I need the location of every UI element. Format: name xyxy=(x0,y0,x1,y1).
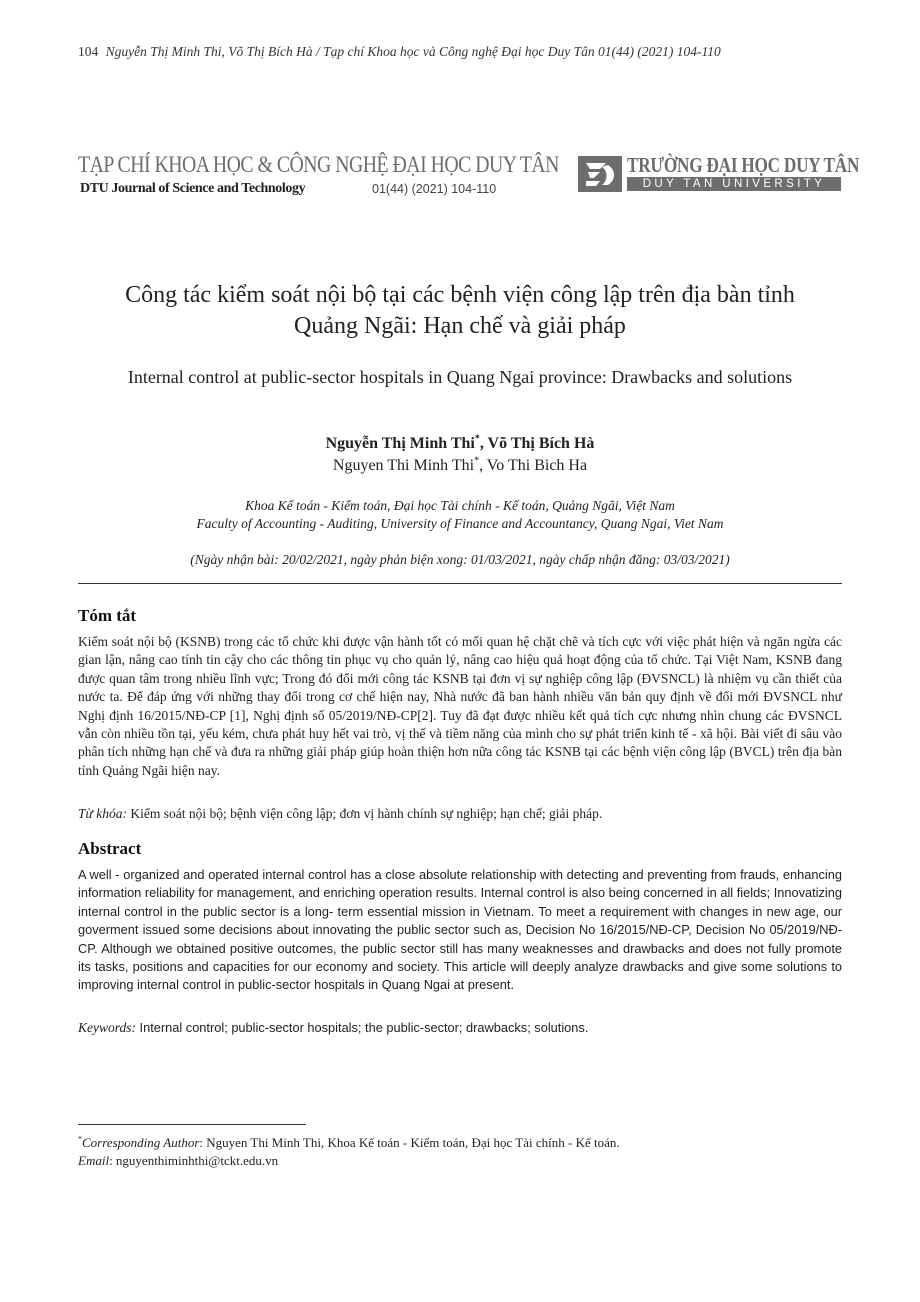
university-name-en: DUY TAN UNIVERSITY xyxy=(627,177,841,191)
citation-line: Nguyễn Thị Minh Thi, Võ Thị Bích Hà / Tạp chí Khoa học và Công nghệ Đại học Duy Tân 01(44) (2021) 104-110 xyxy=(105,44,721,59)
tom-tat-body: Kiểm soát nội bộ (KSNB) trong các tổ chức khi được vận hành tốt có mối quan hệ chặt chẽ và tích cực với việc phát hiện và ngăn ngừa các gian lận, nâng cao tính tin cậy cho các thông tin phục vụ cho quản lý, nâng cao hiệu quả hoạt động của tổ chức. Tại Việt Nam, KSNB đang được quan tâm trong nhiều lĩnh vực; Trong đó đổi mới công tác KSNB tại đơn vị sự nghiệp công lập (ĐVSNCL) là nhiệm vụ cần thiết của nước ta. Để đáp ứng với những thay đổi trong cơ chế hiện nay, Nhà nước đã ban hành nhiều văn bản quy định về đổi mới ĐVSNCL như Nghị định 16/2015/NĐ-CP [1], Nghị định số 05/2019/NĐ-CP[2]. Tuy đã đạt được nhiều kết quả tích cực nhưng nhìn chung các ĐVSNCL vẫn còn nhiều tồn tại, yếu kém, chưa phát huy hết vai trò, vị thế và tiềm năng của mình cho sự phát triển kinh tế - xã hội. Bài viết đi sâu vào phân tích những hạn chế và đưa ra những giải pháp giúp hoàn thiện hơn nữa công tác KSNB tại các bệnh viện công lập (BVCL) trên địa bàn tỉnh Quảng Ngãi hiện nay. xyxy=(78,634,842,778)
author-1-en: Nguyen Thi Minh Thi xyxy=(332,457,475,474)
affiliations xyxy=(0,497,920,533)
submission-dates: (Ngày nhận bài: 20/02/2021, ngày phản biện xong: 01/03/2021, ngày chấp nhận đăng: 03/03/2021) xyxy=(190,552,730,567)
journal-title-vn: TẠP CHÍ KHOA HỌC & CÔNG NGHỆ ĐẠI HỌC DUY TÂN xyxy=(78,152,559,177)
authors-block xyxy=(0,433,920,477)
email-label: Email xyxy=(78,1153,110,1168)
email-address: : nguyenthiminhthi@tckt.edu.vn xyxy=(109,1153,279,1168)
duytan-logo-icon xyxy=(578,156,622,192)
title-vn-line-2: Quảng Ngãi: Hạn chế và giải pháp xyxy=(294,313,626,339)
journal-issue: 01(44) (2021) 104-110 xyxy=(372,182,497,196)
authors-vn xyxy=(0,433,920,455)
keywords-vn: Kiểm soát nội bộ; bệnh viện công lập; đơn vị hành chính sự nghiệp; hạn chế; giải pháp. xyxy=(126,806,603,821)
keywords-label-en: Keywords: xyxy=(78,1020,136,1035)
author-1-vn: Nguyễn Thị Minh Thi xyxy=(325,435,475,452)
author-2-en: , Vo Thi Bich Ha xyxy=(479,457,588,474)
author-marker: * xyxy=(474,455,480,467)
author-marker: * xyxy=(474,433,480,445)
abstract-keywords xyxy=(78,1019,842,1037)
abstract-heading: Abstract xyxy=(78,839,142,858)
tom-tat-heading: Tóm tắt xyxy=(78,606,137,625)
article-title-vn xyxy=(70,280,850,342)
corresponding-author-text: : Nguyen Thi Minh Thi, Khoa Kế toán - Kiểm toán, Đại học Tài chính - Kế toán. xyxy=(199,1135,620,1150)
journal-masthead xyxy=(78,152,860,198)
email-line xyxy=(78,1152,842,1170)
footnote-divider xyxy=(78,1124,306,1125)
running-header xyxy=(78,44,721,60)
corresponding-author-line xyxy=(78,1134,842,1152)
page-number: 104 xyxy=(78,44,99,59)
affiliation-vn: Khoa Kế toán - Kiểm toán, Đại học Tài chính - Kế toán, Quảng Ngãi, Việt Nam xyxy=(245,498,675,513)
corresponding-author-label: Corresponding Author xyxy=(82,1135,200,1150)
tom-tat-keywords xyxy=(78,805,842,823)
article-title-en: Internal control at public-sector hospitals in Quang Ngai province: Drawbacks and solutions xyxy=(127,367,793,387)
affiliation-en: Faculty of Accounting - Auditing, University of Finance and Accountancy, Quang Ngai, Viet Nam xyxy=(196,516,724,531)
journal-title-en: DTU Journal of Science and Technology xyxy=(80,181,306,196)
footnote-marker: * xyxy=(78,1134,82,1144)
footnote xyxy=(78,1134,842,1170)
title-vn-line-1: Công tác kiểm soát nội bộ tại các bệnh viện công lập trên địa bàn tỉnh xyxy=(125,282,795,308)
authors-en xyxy=(0,455,920,477)
author-2-vn: , Võ Thị Bích Hà xyxy=(479,435,595,452)
keywords-en: Internal control; public-sector hospitals; the public-sector; drawbacks; solutions. xyxy=(136,1020,589,1035)
header-divider xyxy=(78,583,842,584)
keywords-label-vn: Từ khóa: xyxy=(78,806,127,821)
university-name-vn: TRƯỜNG ĐẠI HỌC DUY TÂN xyxy=(627,153,860,177)
abstract-body: A well - organized and operated internal control has a close absolute relationship with detecting and preventing from frauds, enhancing information reliability for management, and enriching operation results. Internal control is also being concerned in all fields; Innovatizing internal control in the public sector is a long- term essential mission in Vietnam. To meet a requirement with changes in new age, our goverment issued some decisions about innovating the public sector such as, Decision No 16/2015/NĐ-CP, Decision No 05/2019/NĐ-CP. Although we obtained positive outcomes, the public sector still has many weaknesses and drawbacks and does not fully promote its tasks, positions and capacities for our economy and society. This article will deeply analyze drawbacks and give some solutions to improving internal control in public-sector hospitals in Quang Ngai at present. xyxy=(78,867,842,993)
